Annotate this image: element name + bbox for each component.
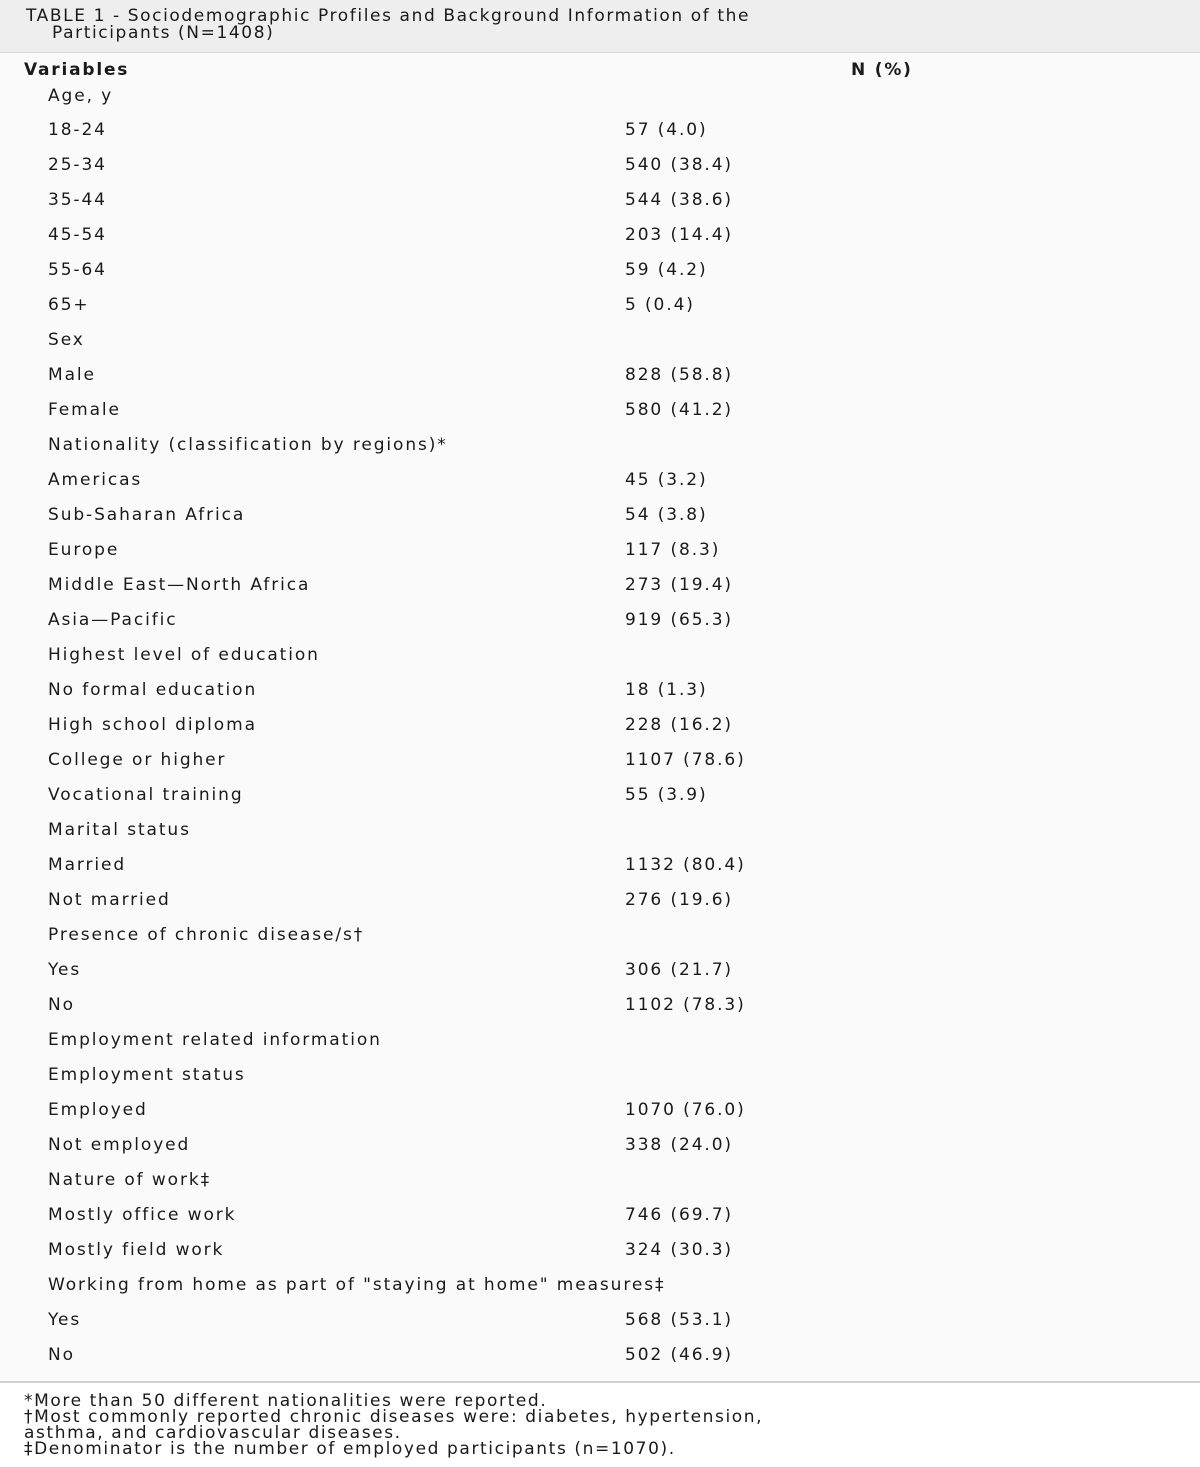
table-row — [0, 1065, 1200, 1100]
row-value: 746 (69.7) — [625, 1205, 733, 1225]
row-label: Not married — [48, 890, 171, 910]
table-row — [0, 925, 1200, 960]
column-header-variables: Variables — [24, 60, 130, 80]
footnote-divider — [0, 1381, 1200, 1383]
column-header-n-percent: N (%) — [851, 60, 913, 80]
row-label: 45-54 — [48, 225, 107, 245]
row-value: 57 (4.0) — [625, 120, 708, 140]
row-value: 544 (38.6) — [625, 190, 733, 210]
row-value: 117 (8.3) — [625, 540, 721, 560]
row-label: College or higher — [48, 750, 227, 770]
table-row — [0, 505, 1200, 540]
table-row — [0, 680, 1200, 715]
table-row — [0, 890, 1200, 925]
row-value: 54 (3.8) — [625, 505, 708, 525]
table-row — [0, 225, 1200, 260]
row-label: Yes — [48, 1310, 82, 1330]
table-caption-box — [0, 0, 1200, 53]
row-label: Mostly office work — [48, 1205, 237, 1225]
row-label: Middle East—North Africa — [48, 575, 311, 595]
table-row — [0, 750, 1200, 785]
row-label: Nationality (classification by regions)* — [48, 435, 448, 455]
row-label: Female — [48, 400, 121, 420]
table-row — [0, 855, 1200, 890]
row-label: Sub-Saharan Africa — [48, 505, 246, 525]
table-row — [0, 820, 1200, 855]
table-row — [0, 610, 1200, 645]
row-label: No — [48, 1345, 75, 1365]
row-label: No formal education — [48, 680, 258, 700]
table-row — [0, 120, 1200, 155]
row-label: Asia—Pacific — [48, 610, 178, 630]
table-row — [0, 645, 1200, 680]
row-value: 45 (3.2) — [625, 470, 708, 490]
row-value: 1107 (78.6) — [625, 750, 746, 770]
row-value: 306 (21.7) — [625, 960, 733, 980]
row-value: 568 (53.1) — [625, 1310, 733, 1330]
row-value: 273 (19.4) — [625, 575, 733, 595]
row-label: Marital status — [48, 820, 191, 840]
table-row — [0, 400, 1200, 435]
row-value: 502 (46.9) — [625, 1345, 733, 1365]
table-row — [0, 1240, 1200, 1275]
row-label: Employment status — [48, 1065, 246, 1085]
row-value: 18 (1.3) — [625, 680, 708, 700]
row-label: Nature of work‡ — [48, 1170, 211, 1190]
table-footnotes — [24, 1393, 1184, 1457]
row-label: Age, y — [48, 86, 114, 106]
table-row — [0, 1205, 1200, 1240]
row-label: Working from home as part of "staying at home" measures‡ — [48, 1275, 666, 1295]
row-label: 18-24 — [48, 120, 107, 140]
table-row — [0, 785, 1200, 820]
row-value: 540 (38.4) — [625, 155, 733, 175]
table-row — [0, 1135, 1200, 1170]
row-label: Married — [48, 855, 127, 875]
row-label: 65+ — [48, 295, 90, 315]
table-row — [0, 1100, 1200, 1135]
table-row — [0, 330, 1200, 365]
table-row — [0, 190, 1200, 225]
row-label: Male — [48, 365, 96, 385]
footnote-chronic-diseases-cont: asthma, and cardiovascular diseases. — [24, 1423, 402, 1443]
row-value: 5 (0.4) — [625, 295, 695, 315]
footnote-chronic-diseases: †Most commonly reported chronic diseases were: diabetes, hypertension, — [24, 1407, 764, 1427]
row-value: 55 (3.9) — [625, 785, 708, 805]
row-label: Europe — [48, 540, 120, 560]
row-label: Sex — [48, 330, 85, 350]
caption-line-2: Participants (N=1408) — [52, 23, 275, 43]
table-row — [0, 435, 1200, 470]
row-value: 1102 (78.3) — [625, 995, 746, 1015]
row-label: High school diploma — [48, 715, 257, 735]
row-value: 919 (65.3) — [625, 610, 733, 630]
row-value: 828 (58.8) — [625, 365, 733, 385]
table-row — [0, 1275, 1200, 1310]
table-row — [0, 1030, 1200, 1065]
table-row — [0, 1170, 1200, 1205]
row-value: 203 (14.4) — [625, 225, 733, 245]
row-value: 1132 (80.4) — [625, 855, 746, 875]
row-value: 1070 (76.0) — [625, 1100, 746, 1120]
row-value: 276 (19.6) — [625, 890, 733, 910]
row-value: 324 (30.3) — [625, 1240, 733, 1260]
row-value: 580 (41.2) — [625, 400, 733, 420]
table-row — [0, 540, 1200, 575]
table-row — [0, 960, 1200, 995]
table-row — [0, 365, 1200, 400]
table-caption — [26, 8, 1176, 42]
row-value: 338 (24.0) — [625, 1135, 733, 1155]
row-value: 59 (4.2) — [625, 260, 708, 280]
table-row — [0, 260, 1200, 295]
table-row — [0, 575, 1200, 610]
caption-line-1: TABLE 1 - Sociodemographic Profiles and Background Information of the — [26, 6, 751, 26]
table-row — [0, 470, 1200, 505]
table-row — [0, 995, 1200, 1030]
table-row — [0, 295, 1200, 330]
row-label: Americas — [48, 470, 143, 490]
row-label: 25-34 — [48, 155, 107, 175]
row-label: Presence of chronic disease/s† — [48, 925, 365, 945]
table-row — [0, 1310, 1200, 1345]
row-value: 228 (16.2) — [625, 715, 733, 735]
table-row — [0, 715, 1200, 750]
row-label: Not employed — [48, 1135, 191, 1155]
row-label: 55-64 — [48, 260, 107, 280]
footnote-denominator: ‡Denominator is the number of employed participants (n=1070). — [24, 1439, 676, 1459]
table-row — [0, 86, 1200, 121]
table-row — [0, 1345, 1200, 1380]
row-label: Vocational training — [48, 785, 244, 805]
table-row — [0, 155, 1200, 190]
row-label: Mostly field work — [48, 1240, 225, 1260]
row-label: Employment related information — [48, 1030, 382, 1050]
row-label: Employed — [48, 1100, 148, 1120]
row-label: 35-44 — [48, 190, 107, 210]
row-label: Yes — [48, 960, 82, 980]
footnote-nationalities: *More than 50 different nationalities were reported. — [24, 1391, 548, 1411]
row-label: Highest level of education — [48, 645, 320, 665]
row-label: No — [48, 995, 75, 1015]
